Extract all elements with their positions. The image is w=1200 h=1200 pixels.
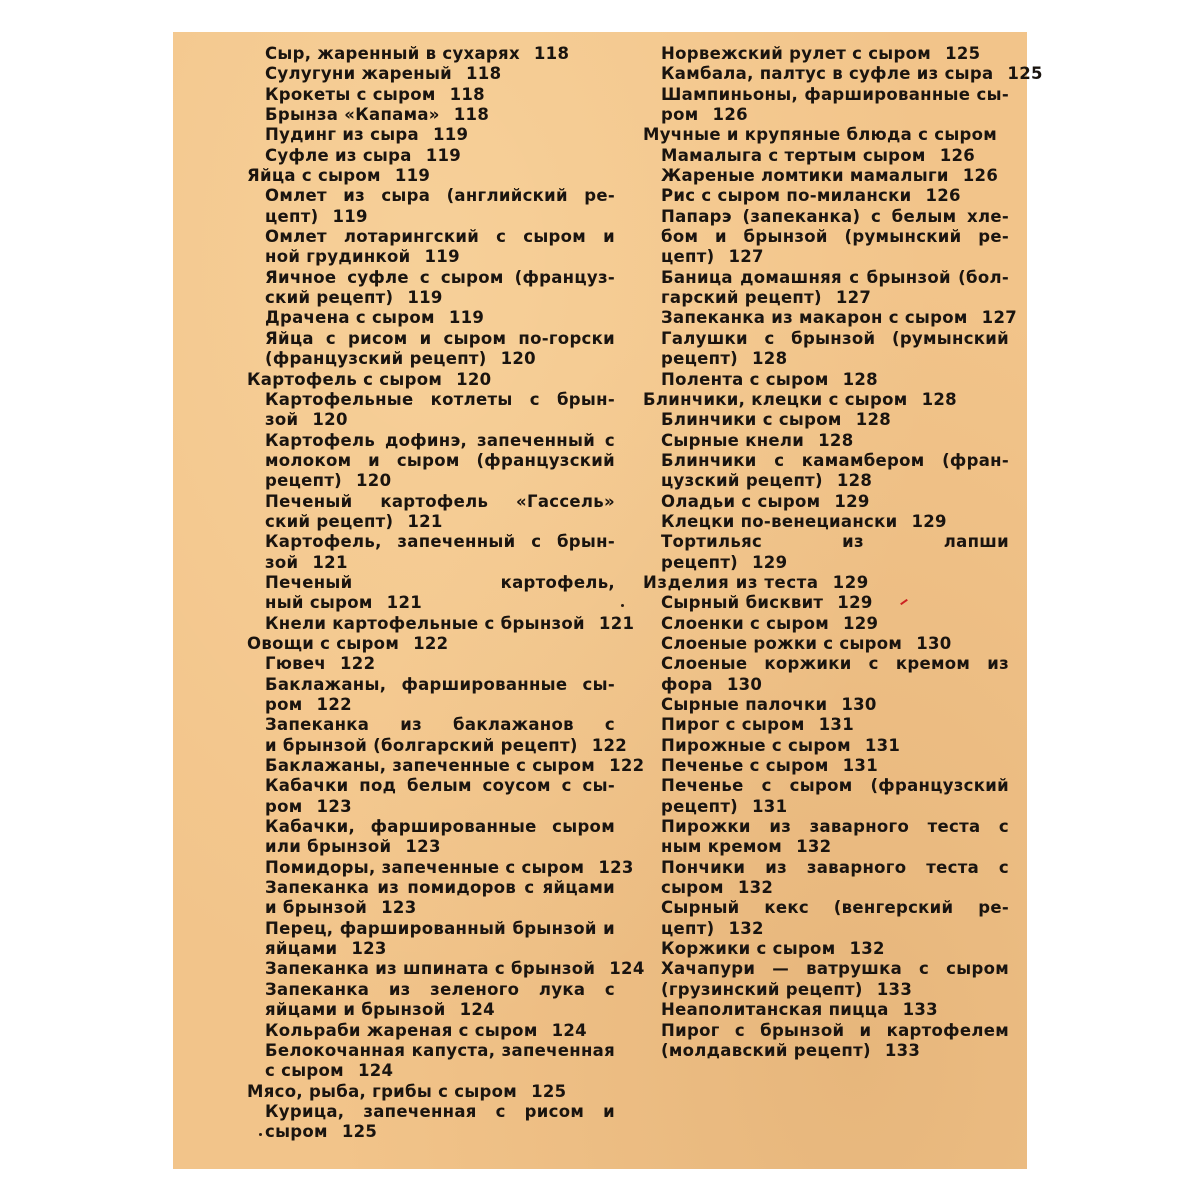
- page-number: 133: [876, 979, 913, 999]
- index-entry: [243, 431, 615, 451]
- index-entry: [243, 1102, 615, 1122]
- page-number: 126: [925, 186, 961, 206]
- index-entry: [243, 1041, 615, 1061]
- index-entry: [243, 85, 615, 105]
- index-entry: [639, 532, 1009, 552]
- index-entry: [639, 207, 1009, 227]
- index-entry: [243, 349, 615, 369]
- index-entry: [639, 166, 1009, 186]
- index-entry: [243, 390, 615, 410]
- index-entry: [639, 1041, 1009, 1061]
- page-number: 120: [312, 410, 348, 430]
- page-number: 122: [413, 633, 449, 653]
- entry-text: Жареные ломтики мамалыги: [661, 166, 949, 186]
- entry-text: Запеканка из шпината с брынзой: [265, 959, 596, 979]
- entry-text: или брынзой: [265, 837, 392, 857]
- entry-text: Норвежский рулет с сыром: [661, 44, 932, 63]
- index-entry: [639, 797, 1009, 817]
- index-entry: [639, 776, 1009, 796]
- index-entry: [243, 817, 615, 837]
- index-entry: [639, 451, 1009, 471]
- page-number: 130: [916, 633, 952, 653]
- index-entry: [243, 410, 615, 430]
- index-entry: [243, 532, 615, 552]
- entry-text: зой: [265, 552, 299, 572]
- page-number: 123: [598, 857, 634, 877]
- index-entry: [243, 980, 615, 1000]
- index-entry: [639, 370, 1009, 390]
- index-entry: [243, 797, 615, 817]
- index-entry: [639, 939, 1009, 959]
- index-entry: [243, 492, 615, 512]
- index-entry: [639, 227, 1009, 247]
- page-number: 123: [316, 796, 352, 816]
- index-entry: [243, 44, 615, 64]
- entry-text: Рис с сыром по-милански: [661, 186, 912, 206]
- index-entry: [243, 227, 615, 247]
- index-entry: [639, 247, 1009, 267]
- index-entry: [243, 939, 615, 959]
- index-entry: [639, 349, 1009, 369]
- page-number: 119: [448, 308, 485, 328]
- entry-text: Перец, фаршированный брынзой и: [265, 918, 615, 938]
- page-number: 129: [752, 552, 788, 572]
- index-entry: [243, 166, 615, 186]
- page-number: 128: [752, 349, 788, 369]
- page-number: 128: [842, 369, 878, 389]
- entry-text: Омлет из сыра (английский ре-: [265, 186, 615, 206]
- index-column-left: [243, 44, 645, 1143]
- entry-text: Оладьи с сыром: [661, 491, 821, 511]
- page-number: 124: [357, 1061, 394, 1081]
- entry-text: бом и брынзой (румынский ре-: [661, 227, 1009, 247]
- entry-text: Печенье с сыром (французский: [661, 776, 1009, 796]
- entry-text: цепт): [661, 247, 715, 267]
- index-entry: [243, 146, 615, 166]
- index-entry: [639, 959, 1009, 979]
- entry-text: Картофель с сыром: [247, 369, 443, 389]
- index-entry: [243, 186, 615, 206]
- index-entry: [639, 675, 1009, 695]
- entry-text: Пончики из заварного теста с: [661, 857, 1009, 877]
- index-entry: [639, 634, 1009, 654]
- entry-text: Клецки по-венециански: [661, 511, 898, 531]
- page-number: 119: [332, 206, 368, 226]
- entry-text: Кабачки, фаршированные сыром: [265, 817, 615, 837]
- entry-text: гарский рецепт): [661, 288, 822, 308]
- entry-text: Баница домашняя с брынзой (бол-: [661, 267, 1009, 287]
- index-entry: [639, 64, 1043, 84]
- index-entry: [243, 308, 615, 328]
- index-entry: [243, 512, 615, 532]
- page-number: 118: [453, 105, 490, 125]
- index-entry: [639, 1000, 1009, 1020]
- index-entry: [243, 1021, 615, 1041]
- index-entry: [243, 654, 615, 674]
- entry-text: (молдавский рецепт): [661, 1040, 871, 1060]
- entry-text: Запеканка из баклажанов с: [265, 715, 615, 735]
- page-number: 127: [728, 247, 764, 267]
- index-entry: [639, 390, 1009, 410]
- entry-text: Яйца с сыром: [247, 166, 381, 186]
- index-entry: [243, 105, 615, 125]
- index-entry: [243, 288, 615, 308]
- entry-text: Суфле из сыра: [265, 145, 412, 165]
- page-number: 123: [405, 837, 441, 857]
- index-entry: [639, 512, 1009, 532]
- entry-text: Сулугуни жареный: [265, 64, 453, 84]
- page-number: 132: [796, 837, 832, 857]
- entry-text: ным кремом: [661, 837, 783, 857]
- entry-text: Брынза «Капама»: [265, 105, 440, 125]
- index-entry: [639, 329, 1009, 349]
- index-entry: [243, 878, 615, 898]
- index-entry: [243, 695, 615, 715]
- index-entry: [243, 370, 615, 390]
- index-column-right: [639, 44, 1043, 1061]
- entry-text: Камбала, палтус в суфле из сыра: [661, 64, 994, 84]
- entry-text: молоком и сыром (французский: [265, 450, 615, 470]
- entry-text: Сырные кнели: [661, 430, 805, 450]
- index-entry: [639, 146, 1009, 166]
- entry-text: Неаполитанская пицца: [661, 1000, 889, 1020]
- entry-text: Омлет лотарингский с сыром и: [265, 227, 615, 247]
- index-entry: [639, 288, 1009, 308]
- page-number: 131: [818, 715, 854, 735]
- ink-spot: [259, 1133, 262, 1136]
- entry-text: цузский рецепт): [661, 471, 823, 491]
- page-number: 123: [381, 898, 417, 918]
- entry-text: ной грудинкой: [265, 247, 411, 267]
- entry-text: Блинчики, клецки с сыром: [643, 389, 908, 409]
- index-entry: [243, 959, 645, 979]
- entry-text: ром: [265, 695, 303, 714]
- entry-text: яйцами: [265, 939, 338, 959]
- index-entry: [639, 1021, 1009, 1041]
- index-entry: [639, 898, 1009, 918]
- entry-text: Кабачки под белым соусом с сы-: [265, 776, 615, 796]
- page-number: 130: [726, 674, 763, 694]
- page-number: 121: [407, 511, 443, 531]
- entry-text: Сырный бисквит: [661, 593, 824, 613]
- entry-text: ром: [265, 796, 303, 816]
- entry-text: Слоеные коржики с кремом из: [661, 654, 1009, 674]
- index-entry: [639, 695, 1009, 715]
- index-entry: [639, 593, 1009, 613]
- index-entry: [243, 919, 615, 939]
- index-entry: [243, 64, 615, 84]
- entry-text: Помидоры, запеченные с сыром: [265, 857, 585, 877]
- index-entry: [243, 329, 615, 349]
- page-number: 123: [351, 939, 387, 959]
- ink-spot: [621, 604, 624, 607]
- page-number: 119: [394, 166, 431, 186]
- entry-text: Мамалыга с тертым сыром: [661, 145, 926, 165]
- index-entry: [243, 451, 615, 471]
- entry-text: Печеный картофель,: [265, 572, 615, 592]
- index-entry: [639, 186, 1009, 206]
- page-number: 119: [432, 125, 469, 145]
- entry-text: цепт): [661, 918, 715, 938]
- page-number: 132: [849, 939, 885, 959]
- index-entry: [639, 919, 1009, 939]
- page-number: 128: [855, 410, 892, 430]
- entry-text: Картофель дофинэ, запеченный с: [265, 430, 615, 450]
- page-number: 131: [864, 735, 901, 755]
- entry-text: ром: [661, 105, 699, 125]
- index-entry: [243, 634, 615, 654]
- page-number: 122: [340, 654, 376, 674]
- page-number: 131: [752, 796, 788, 816]
- entry-text: Пудинг из сыра: [265, 125, 419, 145]
- index-entry: [639, 614, 1009, 634]
- page-number: 127: [981, 308, 1018, 328]
- entry-text: рецепт): [661, 796, 739, 816]
- index-entry: [639, 410, 1009, 430]
- page-number: 129: [832, 572, 869, 592]
- entry-text: сыром: [265, 1122, 328, 1142]
- page-number: 119: [407, 288, 443, 308]
- index-entry: [243, 898, 615, 918]
- page-number: 119: [425, 145, 462, 165]
- entry-text: Полента с сыром: [661, 369, 829, 389]
- entry-text: и брынзой (болгарский рецепт): [265, 735, 578, 755]
- index-entry: [243, 268, 615, 288]
- entry-text: Шампиньоны, фаршированные сы-: [661, 84, 1009, 104]
- entry-text: Печенье с сыром: [661, 756, 829, 776]
- page-number: 131: [842, 756, 878, 776]
- book-page: [173, 32, 1043, 1169]
- page-number: 119: [424, 247, 460, 267]
- page-number: 121: [598, 613, 635, 633]
- page-number: 128: [818, 430, 854, 450]
- page-number: 120: [456, 369, 492, 389]
- entry-text: ский рецепт): [265, 511, 394, 531]
- index-entry: [243, 125, 615, 145]
- entry-text: (французский рецепт): [265, 349, 487, 369]
- index-entry: [243, 593, 615, 613]
- index-entry: [243, 613, 635, 634]
- page-number: 129: [837, 593, 873, 613]
- entry-text: Коржики с сыром: [661, 939, 836, 959]
- entry-text: Кольраби жареная с сыром: [265, 1020, 538, 1040]
- page-number: 120: [356, 471, 392, 491]
- index-entry: [243, 1061, 615, 1081]
- index-entry: [639, 756, 1009, 776]
- page-number: 129: [843, 613, 879, 633]
- entry-text: Яичное суфле с сыром (француз-: [265, 267, 615, 287]
- index-entry: [243, 471, 615, 491]
- entry-text: ский рецепт): [265, 288, 394, 308]
- page-number: 121: [386, 593, 423, 613]
- entry-text: Хачапури — ватрушка с сыром: [661, 959, 1009, 979]
- entry-text: рецепт): [265, 471, 343, 491]
- entry-text: Сырный кекс (венгерский ре-: [661, 898, 1009, 918]
- index-entry: [243, 776, 615, 796]
- page-number: 122: [591, 735, 628, 755]
- page-number: 120: [500, 349, 536, 369]
- entry-text: Запеканка из зеленого лука с: [265, 979, 615, 999]
- entry-text: Белокочанная капуста, запеченная: [265, 1040, 615, 1060]
- index-entry: [639, 431, 1009, 451]
- index-entry: [639, 492, 1009, 512]
- page-number: 130: [841, 695, 877, 714]
- index-entry: [639, 837, 1009, 857]
- index-entry: [243, 1000, 615, 1020]
- index-entry: [639, 715, 1009, 735]
- index-entry: [243, 857, 634, 878]
- index-entry: [639, 980, 1009, 1000]
- page-number: 125: [1007, 64, 1043, 84]
- index-entry: [639, 268, 1009, 288]
- page-number: 125: [341, 1122, 378, 1142]
- index-entry: [243, 247, 615, 267]
- page-number: 129: [911, 511, 947, 531]
- index-entry: [243, 756, 645, 776]
- entry-text: Пирог с брынзой и картофелем: [661, 1020, 1009, 1040]
- entry-text: Слоеные рожки с сыром: [661, 633, 903, 653]
- page-number: 118: [449, 84, 485, 104]
- index-entry: [639, 44, 1009, 64]
- index-entry: [243, 207, 615, 227]
- entry-text: Пирожки из заварного теста с: [661, 817, 1009, 837]
- page-number: 118: [533, 44, 570, 63]
- entry-text: Драчена с сыром: [265, 308, 435, 328]
- entry-text: Баклажаны, фаршированные сы-: [265, 674, 615, 694]
- index-entry: [639, 858, 1009, 878]
- index-entry: [639, 308, 1018, 328]
- entry-text: Крокеты с сыром: [265, 84, 436, 104]
- entry-text: Запеканка из помидоров с яйцами: [265, 878, 615, 898]
- page-number: 132: [737, 878, 774, 898]
- page-number: 122: [316, 695, 352, 714]
- index-entry: [243, 553, 615, 573]
- entry-text: и брынзой: [265, 898, 368, 918]
- page-number: 124: [609, 959, 645, 979]
- index-entry: [639, 573, 1009, 593]
- entry-text: сыром: [661, 878, 724, 898]
- index-entry: [243, 735, 628, 756]
- index-entry: [243, 675, 615, 695]
- page-number: 126: [962, 166, 999, 186]
- entry-text: Баклажаны, запеченные с сыром: [265, 756, 596, 776]
- index-entry: [639, 105, 1009, 125]
- page-number: 132: [728, 918, 764, 938]
- entry-text: Мясо, рыба, грибы с сыром: [247, 1081, 518, 1101]
- entry-text: Сырные палочки: [661, 695, 828, 714]
- entry-text: Галушки с брынзой (румынский: [661, 328, 1009, 348]
- page-number: 127: [835, 288, 872, 308]
- entry-text: Блинчики с сыром: [661, 410, 842, 430]
- index-entry: [639, 125, 1009, 145]
- entry-text: зой: [265, 410, 299, 430]
- page-number: 124: [551, 1020, 587, 1040]
- index-entry: [639, 553, 1009, 573]
- index-entry: [243, 837, 615, 857]
- entry-text: Кнели картофельные с брынзой: [265, 613, 585, 633]
- index-entry: [639, 736, 1009, 756]
- index-entry: [639, 817, 1009, 837]
- entry-text: Пирожные с сыром: [661, 735, 851, 755]
- entry-text: Овощи с сыром: [247, 633, 400, 653]
- page-number: 128: [836, 471, 873, 491]
- page-number: 122: [609, 756, 645, 776]
- entry-text: Слоенки с сыром: [661, 613, 829, 633]
- entry-text: Блинчики с камамбером (фран-: [661, 450, 1009, 470]
- entry-text: Гювеч: [265, 654, 327, 674]
- entry-text: Картофельные котлеты с брын-: [265, 389, 615, 409]
- entry-text: рецепт): [661, 552, 739, 572]
- entry-text: (грузинский рецепт): [661, 979, 863, 999]
- page-number: 121: [312, 552, 348, 572]
- entry-text: цепт): [265, 206, 319, 226]
- entry-text: Тортильяс из лапши: [661, 532, 1009, 552]
- entry-text: яйцами и брынзой: [265, 1000, 446, 1020]
- page-number: 124: [459, 1000, 495, 1020]
- entry-text: Запеканка из макарон с сыром: [661, 308, 968, 328]
- entry-text: Яйца с рисом и сыром по-горски: [265, 328, 615, 348]
- page-number: 133: [884, 1040, 921, 1060]
- page-number: 126: [712, 105, 748, 125]
- page-number: 129: [834, 491, 870, 511]
- entry-text: Пирог с сыром: [661, 715, 805, 735]
- page-number: 125: [531, 1081, 567, 1101]
- entry-text: Сыр, жаренный в сухарях: [265, 44, 520, 63]
- page-number: 125: [945, 44, 981, 63]
- entry-text: Печеный картофель «Гассель»: [265, 491, 615, 511]
- index-entry: [243, 1122, 615, 1142]
- entry-text: Изделия из теста: [643, 572, 819, 592]
- entry-text: Курица, запеченная с рисом и: [265, 1101, 615, 1121]
- index-entry: [243, 573, 615, 593]
- page-number: 118: [466, 64, 502, 84]
- entry-text: с сыром: [265, 1061, 344, 1081]
- index-entry: [639, 654, 1009, 674]
- index-entry: [243, 715, 615, 735]
- entry-text: ный сыром: [265, 593, 373, 613]
- index-entry: [639, 471, 1009, 491]
- entry-text: фора: [661, 674, 713, 694]
- page-number: 128: [921, 389, 957, 409]
- index-entry: [243, 1082, 615, 1102]
- page-number: 126: [939, 145, 976, 165]
- entry-text: Папарэ (запеканка) с белым хле-: [661, 206, 1009, 226]
- entry-text: Картофель, запеченный с брын-: [265, 532, 615, 552]
- index-entry: [639, 878, 1009, 898]
- index-entry: [639, 85, 1009, 105]
- page-number: 133: [902, 1000, 938, 1020]
- entry-text: рецепт): [661, 349, 739, 369]
- entry-text: Мучные и крупяные блюда с сыром: [643, 125, 998, 145]
